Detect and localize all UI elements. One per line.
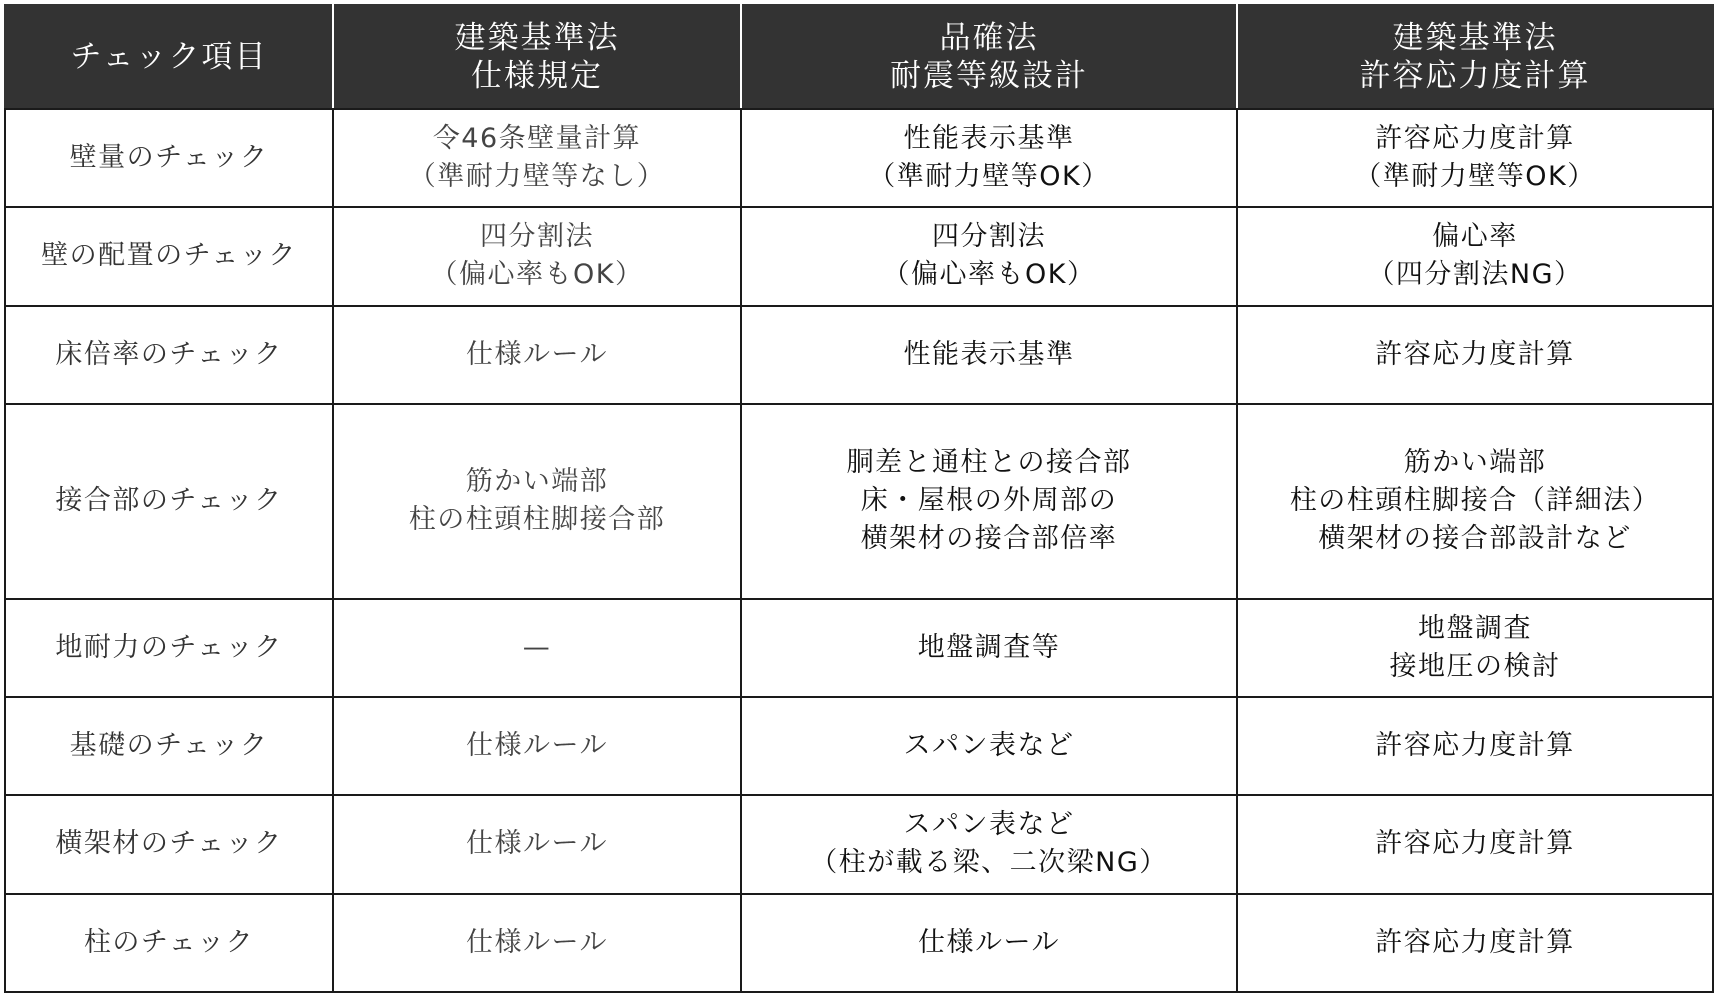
cell-line: 接合部のチェック (55, 485, 283, 517)
cell-line: 横架材の接合部倍率 (860, 523, 1118, 555)
table-row (5, 599, 1713, 697)
cell-allowable-stress (1237, 894, 1713, 992)
cell-spec (333, 306, 741, 404)
cell-hinkaku (741, 404, 1237, 599)
header-line: 建築基準法 (454, 20, 620, 56)
table-row (5, 697, 1713, 795)
cell-allowable-stress (1237, 599, 1713, 697)
cell-spec (333, 894, 741, 992)
cell-line: 許容応力度計算 (1375, 828, 1575, 860)
cell-hinkaku (741, 599, 1237, 697)
cell-line: 胴差と通柱との接合部 (846, 447, 1132, 479)
comparison-table-wrapper (4, 4, 1712, 993)
cell-line: 基礎のチェック (69, 730, 269, 762)
cell-line: スパン表など (903, 730, 1075, 762)
table-row (5, 109, 1713, 207)
cell-line: 地盤調査等 (917, 631, 1061, 663)
cell-check-item (5, 207, 333, 305)
cell-allowable-stress (1237, 795, 1713, 893)
cell-line: 令46条壁量計算 (432, 123, 642, 155)
cell-spec (333, 795, 741, 893)
cell-line: 地耐力のチェック (55, 631, 283, 663)
cell-line: 仕様ルール (466, 926, 608, 958)
header-line: 仕様規定 (471, 58, 603, 94)
cell-hinkaku (741, 109, 1237, 207)
cell-line: スパン表など (903, 809, 1075, 841)
cell-hinkaku (741, 795, 1237, 893)
cell-line: 仕様ルール (466, 730, 608, 762)
cell-line: — (522, 631, 552, 663)
table-row (5, 894, 1713, 992)
cell-line: 横架材の接合部設計など (1318, 523, 1632, 555)
header-check-item (5, 5, 333, 109)
cell-line: 柱の柱頭柱脚接合部 (408, 504, 666, 536)
cell-line: 接地圧の検討 (1389, 650, 1561, 682)
cell-check-item (5, 109, 333, 207)
header-line: チェック項目 (70, 39, 268, 75)
header-line: 建築基準法 (1392, 20, 1558, 56)
cell-line: 壁の配置のチェック (41, 240, 297, 272)
header-line: 許容応力度計算 (1359, 58, 1591, 94)
cell-line: 地盤調査 (1418, 612, 1532, 644)
header-hinkaku-seismic-grade (741, 5, 1237, 109)
cell-spec (333, 207, 741, 305)
cell-allowable-stress (1237, 404, 1713, 599)
cell-line: 柱の柱頭柱脚接合（詳細法） (1289, 485, 1661, 517)
cell-line: 横架材のチェック (55, 828, 283, 860)
cell-hinkaku (741, 894, 1237, 992)
cell-line: （準耐力壁等OK） (1354, 161, 1596, 193)
cell-line: （柱が載る梁、二次梁NG） (810, 847, 1168, 879)
cell-line: 四分割法 (480, 221, 594, 253)
cell-line: 性能表示基準 (903, 338, 1075, 370)
cell-line: 筋かい端部 (465, 466, 609, 498)
cell-hinkaku (741, 306, 1237, 404)
header-building-standards-allowable-stress (1237, 5, 1713, 109)
header-line: 品確法 (939, 20, 1039, 56)
cell-line: 仕様ルール (466, 338, 608, 370)
cell-allowable-stress (1237, 109, 1713, 207)
cell-line: 偏心率 (1432, 221, 1518, 253)
cell-line: 許容応力度計算 (1375, 123, 1575, 155)
cell-line: （偏心率もOK） (882, 259, 1096, 291)
cell-allowable-stress (1237, 306, 1713, 404)
header-line: 耐震等級設計 (890, 58, 1088, 94)
cell-line: 床倍率のチェック (55, 338, 283, 370)
cell-allowable-stress (1237, 697, 1713, 795)
cell-check-item (5, 306, 333, 404)
cell-spec (333, 599, 741, 697)
cell-check-item (5, 404, 333, 599)
header-row (5, 5, 1713, 109)
cell-line: （準耐力壁等OK） (868, 161, 1110, 193)
structural-check-comparison-table (4, 4, 1714, 993)
cell-check-item (5, 795, 333, 893)
cell-hinkaku (741, 207, 1237, 305)
cell-line: 性能表示基準 (903, 123, 1075, 155)
cell-check-item (5, 894, 333, 992)
table-row (5, 207, 1713, 305)
cell-line: （四分割法NG） (1367, 259, 1583, 291)
table-row (5, 306, 1713, 404)
cell-check-item (5, 697, 333, 795)
header-building-standards-spec (333, 5, 741, 109)
cell-line: 筋かい端部 (1403, 447, 1547, 479)
table-row (5, 795, 1713, 893)
cell-line: 許容応力度計算 (1375, 338, 1575, 370)
cell-line: 許容応力度計算 (1375, 730, 1575, 762)
cell-line: 四分割法 (932, 221, 1046, 253)
cell-spec (333, 109, 741, 207)
cell-line: 許容応力度計算 (1375, 926, 1575, 958)
cell-line: 壁量のチェック (69, 142, 269, 174)
cell-line: 仕様ルール (466, 828, 608, 860)
table-row (5, 404, 1713, 599)
cell-line: 柱のチェック (83, 926, 255, 958)
cell-spec (333, 404, 741, 599)
cell-check-item (5, 599, 333, 697)
cell-line: （偏心率もOK） (430, 259, 644, 291)
cell-line: 床・屋根の外周部の (860, 485, 1118, 517)
cell-spec (333, 697, 741, 795)
cell-line: 仕様ルール (918, 926, 1060, 958)
cell-line: （準耐力壁等なし） (408, 161, 666, 193)
cell-allowable-stress (1237, 207, 1713, 305)
cell-hinkaku (741, 697, 1237, 795)
